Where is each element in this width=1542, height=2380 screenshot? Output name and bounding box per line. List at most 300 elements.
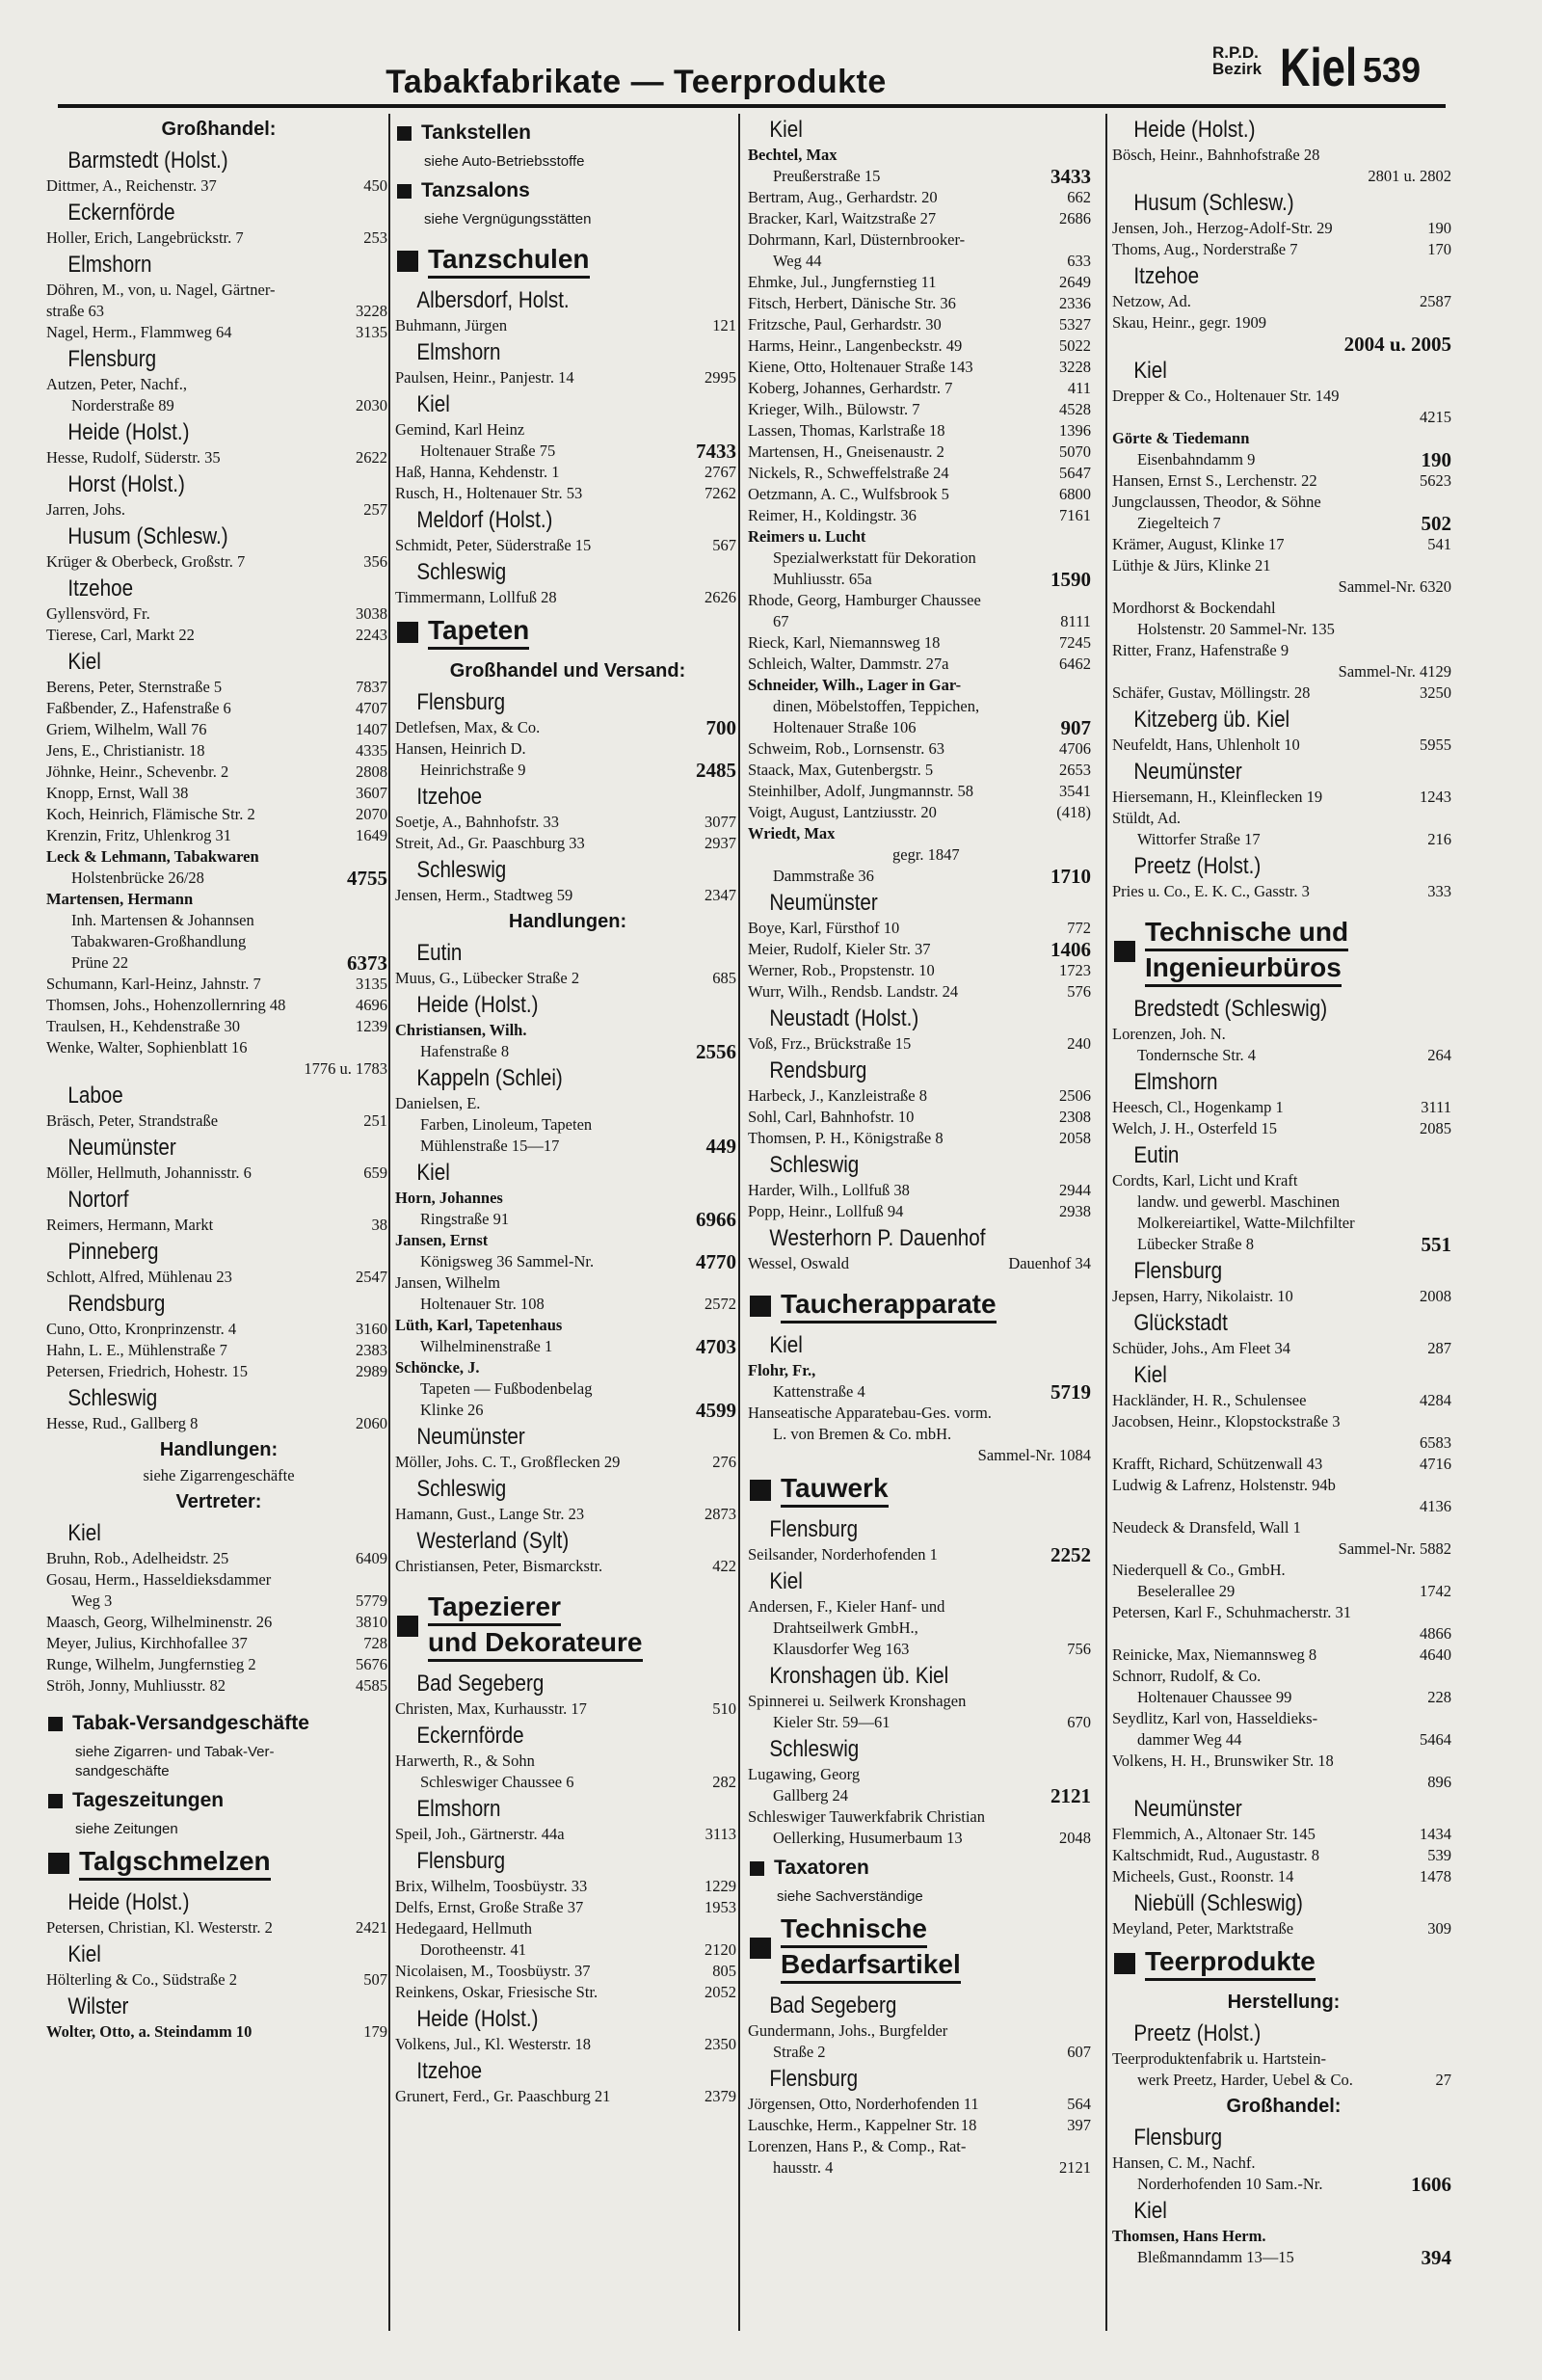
entry: werk Preetz, Harder, Uebel & Co. 27 — [1137, 2071, 1451, 2089]
entry: Holler, Erich, Langebrückstr. 7 253 — [46, 228, 387, 247]
entry: Ströh, Jonny, Muhliusstr. 82 4585 — [46, 1676, 387, 1695]
section-heading: Taxatoren — [748, 1849, 1095, 1887]
section-heading: Taucherapparate — [748, 1282, 1095, 1329]
entry: 4866 — [1420, 1624, 1451, 1643]
entry: Horn, Johannes — [395, 1189, 503, 1207]
place-heading: Flensburg — [769, 1516, 859, 1542]
entry: Flohr, Fr., — [748, 1361, 816, 1379]
entry: Schneider, Wilh., Lager in Gar- — [748, 676, 962, 694]
entry: Spinnerei u. Seilwerk Kronshagen — [748, 1692, 967, 1710]
place-heading: Heide (Holst.) — [67, 419, 190, 445]
entry: Lassen, Thomas, Karlstraße 18 1396 — [748, 421, 1091, 440]
entry: Klausdorfer Weg 163 756 — [773, 1640, 1091, 1658]
entry: Christiansen, Wilh. — [395, 1021, 527, 1039]
place-heading: Elmshorn — [416, 1796, 501, 1822]
place-heading: Elmshorn — [416, 339, 501, 365]
place-heading: Neumünster — [1133, 759, 1242, 785]
bullet-square-icon — [1114, 941, 1135, 962]
entry: Heinrichstraße 9 2485 — [420, 760, 736, 781]
entry: Seydlitz, Karl von, Hasseldieks- — [1112, 1709, 1318, 1727]
entry: Döhren, M., von, u. Nagel, Gärtner- — [46, 281, 276, 299]
entry: Brix, Wilhelm, Toosbüystr. 33 1229 — [395, 1877, 736, 1895]
bullet-square-icon — [750, 1938, 771, 1959]
entry: Muhliusstr. 65a 1590 — [773, 569, 1091, 590]
entry: Königsweg 36 Sammel-Nr. 4770 — [420, 1251, 736, 1272]
entry: Petersen, Christian, Kl. Westerstr. 2 2421 — [46, 1918, 387, 1937]
entry: Krieger, Wilh., Bülowstr. 7 4528 — [748, 400, 1091, 418]
entry: Berens, Peter, Sternstraße 5 7837 — [46, 678, 387, 696]
entry: Tabakwaren-Großhandlung — [71, 932, 247, 950]
entry: Inh. Martensen & Johannsen — [71, 911, 254, 929]
entry: Fitsch, Herbert, Dänische Str. 36 2336 — [748, 294, 1091, 312]
entry: Paulsen, Heinr., Panjestr. 14 2995 — [395, 368, 736, 387]
place-heading: Nortorf — [67, 1187, 129, 1213]
bullet-square-icon — [397, 184, 412, 199]
entry: Molkereiartikel, Watte-Milchfilter — [1137, 1214, 1355, 1232]
entry: Drepper & Co., Holtenauer Str. 149 — [1112, 387, 1340, 405]
place-heading: Kiel — [1133, 358, 1167, 384]
cross-reference: siehe Auto-Betriebsstoffe — [424, 153, 585, 170]
place-heading: Wilster — [67, 1993, 129, 2019]
entry: Lübecker Straße 8 551 — [1137, 1234, 1451, 1255]
entry: Wolter, Otto, a. Steindamm 10 179 — [46, 2022, 387, 2041]
entry: Hedegaard, Hellmuth — [395, 1919, 533, 1938]
entry: Wilhelminenstraße 1 4703 — [420, 1336, 736, 1357]
entry: Steinhilber, Adolf, Jungmannstr. 58 3541 — [748, 782, 1091, 800]
subheading: Großhandel: — [1226, 2096, 1342, 2117]
bullet-square-icon — [750, 1861, 764, 1876]
entry: 2004 u. 2005 — [1343, 334, 1451, 355]
place-heading: Kappeln (Schlei) — [416, 1065, 563, 1091]
bullet-square-icon — [397, 126, 412, 141]
entry: L. von Bremen & Co. mbH. — [773, 1425, 952, 1443]
entry: dammer Weg 44 5464 — [1137, 1730, 1451, 1749]
place-heading: Schleswig — [416, 1476, 507, 1502]
entry: Boye, Karl, Fürsthof 10 772 — [748, 919, 1091, 937]
entry: Gemind, Karl Heinz — [395, 420, 525, 439]
entry: Holtenauer Straße 106 907 — [773, 717, 1091, 738]
entry: Reinkens, Oskar, Friesische Str. 2052 — [395, 1983, 736, 2001]
entry: Prüne 22 6373 — [71, 952, 387, 974]
place-heading: Flensburg — [416, 1848, 506, 1874]
entry: Cordts, Karl, Licht und Kraft — [1112, 1171, 1298, 1190]
place-heading: Kiel — [769, 1332, 803, 1358]
entry: Leck & Lehmann, Tabakwaren — [46, 847, 259, 866]
entry: Muus, G., Lübecker Straße 2 685 — [395, 969, 736, 987]
place-heading: Flensburg — [1133, 2125, 1223, 2151]
place-heading: Eckernförde — [67, 200, 175, 226]
section-heading: Technische Bedarfsartikel — [748, 1907, 1095, 1990]
place-heading: Kiel — [416, 1160, 450, 1186]
bullet-square-icon — [1114, 1953, 1135, 1974]
entry: Holtenauer Straße 75 7433 — [420, 441, 736, 462]
place-heading: Kronshagen üb. Kiel — [769, 1663, 949, 1689]
place-heading: Kiel — [67, 1520, 101, 1546]
entry: Danielsen, E. — [395, 1094, 481, 1112]
entry: Grunert, Ferd., Gr. Paaschburg 21 2379 — [395, 2087, 736, 2105]
entry: Flemmich, A., Altonaer Str. 145 1434 — [1112, 1825, 1451, 1843]
column-divider — [1105, 114, 1107, 2331]
entry: Detlefsen, Max, & Co. 700 — [395, 717, 736, 738]
entry: Autzen, Peter, Nachf., — [46, 375, 187, 393]
entry: Bruhn, Rob., Adelheidstr. 25 6409 — [46, 1549, 387, 1567]
entry: Reimers, Hermann, Markt 38 — [46, 1216, 387, 1234]
entry: Hiersemann, H., Kleinflecken 19 1243 — [1112, 788, 1451, 806]
section-heading: Tauwerk — [748, 1466, 1095, 1513]
entry: Schweim, Rob., Lornsenstr. 63 4706 — [748, 739, 1091, 758]
place-heading: Kitzeberg üb. Kiel — [1133, 707, 1290, 733]
entry: Hackländer, H. R., Schulensee 4284 — [1112, 1391, 1451, 1409]
entry: 896 — [1427, 1773, 1451, 1791]
place-heading: Kiel — [769, 1568, 803, 1594]
place-heading: Westerland (Sylt) — [416, 1528, 570, 1554]
entry: Dohrmann, Karl, Düsternbrooker- — [748, 230, 966, 249]
entry: Sammel-Nr. 4129 — [1338, 662, 1451, 681]
rpd-label: R.P.D. — [1212, 43, 1259, 62]
entry: Jungclaussen, Theodor, & Söhne — [1112, 493, 1321, 511]
subheading: Handlungen: — [508, 911, 627, 932]
entry: Delfs, Ernst, Große Straße 37 1953 — [395, 1898, 736, 1916]
entry: Volkens, H. H., Brunswiker Str. 18 — [1112, 1752, 1334, 1770]
entry: Meier, Rudolf, Kieler Str. 37 1406 — [748, 939, 1091, 960]
subheading: Handlungen: — [159, 1439, 279, 1460]
place-heading: Kiel — [769, 117, 803, 143]
entry: Schleich, Walter, Dammstr. 27a 6462 — [748, 655, 1091, 673]
entry: Jörgensen, Otto, Norderhofenden 11 564 — [748, 2095, 1091, 2113]
entry: Christiansen, Peter, Bismarckstr. 422 — [395, 1557, 736, 1575]
section-heading: Tabak-Versandgeschäfte — [46, 1704, 391, 1743]
entry: Lüthje & Jürs, Klinke 21 — [1112, 556, 1271, 575]
bullet-square-icon — [750, 1296, 771, 1317]
place-heading: Neumünster — [769, 890, 878, 916]
place-heading: Preetz (Holst.) — [1133, 853, 1262, 879]
entry: Neufeldt, Hans, Uhlenholt 10 5955 — [1112, 735, 1451, 754]
entry: Voigt, August, Lantziusstr. 20 (418) — [748, 803, 1091, 821]
entry: Wenke, Walter, Sophienblatt 16 — [46, 1038, 248, 1056]
entry: 1776 u. 1783 — [304, 1059, 387, 1078]
place-heading: Heide (Holst.) — [416, 2006, 539, 2032]
entry: Stüldt, Ad. — [1112, 809, 1182, 827]
entry: Cuno, Otto, Kronprinzenstr. 4 3160 — [46, 1320, 387, 1338]
entry: 2801 u. 2802 — [1368, 167, 1451, 185]
entry: Gyllensvörd, Fr. 3038 — [46, 604, 387, 623]
bullet-square-icon — [750, 1480, 771, 1501]
place-heading: Flensburg — [1133, 1258, 1223, 1284]
section-heading: Technische und Ingenieurbüros — [1112, 910, 1455, 993]
entry: Hafenstraße 8 2556 — [420, 1041, 736, 1062]
place-heading: Bad Segeberg — [769, 1992, 897, 2019]
place-heading: Glückstadt — [1133, 1310, 1228, 1336]
entry: Speil, Joh., Gärtnerstr. 44a 3113 — [395, 1825, 736, 1843]
entry: Hesse, Rudolf, Süderstr. 35 2622 — [46, 448, 387, 467]
entry: Tapeten — Fußbodenbelag — [420, 1379, 593, 1398]
entry: Jarren, Johs. 257 — [46, 500, 387, 519]
entry: Mühlenstraße 15—17 449 — [420, 1136, 736, 1157]
place-heading: Albersdorf, Holst. — [416, 287, 570, 313]
entry: Kiene, Otto, Holtenauer Straße 143 3228 — [748, 358, 1091, 376]
entry: Holstenstr. 20 Sammel-Nr. 135 — [1137, 620, 1335, 638]
entry: Hansen, Ernst S., Lerchenstr. 22 5623 — [1112, 471, 1451, 490]
entry: Hanseatische Apparatebau-Ges. vorm. — [748, 1404, 992, 1422]
entry: Holtenauer Str. 108 2572 — [420, 1295, 736, 1313]
place-heading: Eutin — [1133, 1142, 1180, 1168]
entry: Spezialwerkstatt für Dekoration — [773, 548, 976, 567]
section-heading: Tankstellen — [395, 114, 740, 152]
entry: Gosau, Herm., Hasseldieksdammer — [46, 1570, 272, 1589]
entry: Ludwig & Lafrenz, Holstenstr. 94b — [1112, 1476, 1336, 1494]
entry: Krafft, Richard, Schützenwall 43 4716 — [1112, 1455, 1451, 1473]
place-heading: Heide (Holst.) — [67, 1889, 190, 1915]
entry: Soetje, A., Bahnhofstr. 33 3077 — [395, 813, 736, 831]
entry: Petersen, Karl F., Schuhmacherstr. 31 — [1112, 1603, 1351, 1621]
place-heading: Heide (Holst.) — [1133, 117, 1256, 143]
place-heading: Schleswig — [769, 1152, 860, 1178]
place-heading: Preetz (Holst.) — [1133, 2020, 1262, 2046]
entry: Norderhofenden 10 Sam.-Nr. 1606 — [1137, 2174, 1451, 2195]
entry: Martensen, H., Gneisenaustr. 2 5070 — [748, 442, 1091, 461]
place-heading: Rendsburg — [67, 1291, 166, 1317]
place-heading: Schleswig — [769, 1736, 860, 1762]
entry: Schmidt, Peter, Süderstraße 15 567 — [395, 536, 736, 554]
entry: Schlott, Alfred, Mühlenau 23 2547 — [46, 1268, 387, 1286]
place-heading: Kiel — [67, 649, 101, 675]
entry: Hesse, Rud., Gallberg 8 2060 — [46, 1414, 387, 1432]
entry: Bösch, Heinr., Bahnhofstraße 28 — [1112, 146, 1320, 164]
entry: Jensen, Joh., Herzog-Adolf-Str. 29 190 — [1112, 219, 1451, 237]
place-heading: Neumünster — [1133, 1796, 1242, 1822]
entry: Wittorfer Straße 17 216 — [1137, 830, 1451, 848]
entry: Mordhorst & Bockendahl — [1112, 599, 1276, 617]
section-heading: Tageszeitungen — [46, 1781, 391, 1820]
entry: Voß, Frz., Brückstraße 15 240 — [748, 1034, 1091, 1053]
entry: Micheels, Gust., Roonstr. 14 1478 — [1112, 1867, 1451, 1885]
entry: Bräsch, Peter, Strandstraße 251 — [46, 1111, 387, 1130]
column-2 — [395, 114, 740, 2107]
entry: Krämer, August, Klinke 17 541 — [1112, 535, 1451, 553]
entry: Jansen, Wilhelm — [395, 1273, 501, 1292]
entry: Traulsen, H., Kehdenstraße 30 1239 — [46, 1017, 387, 1035]
entry: Wessel, Oswald Dauenhof 34 — [748, 1254, 1091, 1272]
entry: Buhmann, Jürgen 121 — [395, 316, 736, 334]
entry: Hansen, Heinrich D. — [395, 739, 526, 758]
entry: gegr. 1847 — [892, 845, 960, 864]
entry: Harbeck, J., Kanzleistraße 8 2506 — [748, 1086, 1091, 1105]
place-heading: Niebüll (Schleswig) — [1133, 1890, 1303, 1916]
entry: Martensen, Hermann — [46, 890, 194, 908]
entry: Pries u. Co., E. K. C., Gasstr. 3 333 — [1112, 882, 1451, 900]
bullet-square-icon — [397, 622, 418, 643]
cross-reference: siehe Vergnügungsstätten — [424, 211, 592, 227]
place-heading: Elmshorn — [1133, 1069, 1218, 1095]
entry: Hamann, Gust., Lange Str. 23 2873 — [395, 1505, 736, 1523]
section-heading: Tanzsalons — [395, 172, 740, 210]
place-heading: Flensburg — [416, 689, 506, 715]
place-heading: Bad Segeberg — [416, 1671, 545, 1697]
entry: Neudeck & Dransfeld, Wall 1 — [1112, 1518, 1301, 1537]
place-heading: Itzehoe — [416, 784, 483, 810]
district-city: Kiel — [1280, 37, 1358, 97]
entry: Krenzin, Fritz, Uhlenkrog 31 1649 — [46, 826, 387, 844]
place-heading: Meldorf (Holst.) — [416, 507, 553, 533]
entry: Preußerstraße 15 3433 — [773, 166, 1091, 187]
subheading: Herstellung: — [1227, 1992, 1341, 2013]
entry: Thomsen, Johs., Hohenzollernring 48 4696 — [46, 996, 387, 1014]
entry: Thoms, Aug., Norderstraße 7 170 — [1112, 240, 1451, 258]
entry: Schäfer, Gustav, Möllingstr. 28 3250 — [1112, 683, 1451, 702]
entry: Haß, Hanna, Kehdenstr. 1 2767 — [395, 463, 736, 481]
entry: Schüder, Johs., Am Fleet 34 287 — [1112, 1339, 1451, 1357]
entry: Farben, Linoleum, Tapeten — [420, 1115, 593, 1134]
place-heading: Kiel — [67, 1941, 101, 1967]
place-heading: Flensburg — [769, 2066, 859, 2092]
entry: Nicolaisen, M., Toosbüystr. 37 805 — [395, 1962, 736, 1980]
entry: Netzow, Ad. 2587 — [1112, 292, 1451, 310]
entry: landw. und gewerbl. Maschinen — [1137, 1192, 1341, 1211]
place-heading: Bredstedt (Schleswig) — [1133, 996, 1328, 1022]
entry: Bracker, Karl, Waitzstraße 27 2686 — [748, 209, 1091, 227]
place-heading: Elmshorn — [67, 252, 152, 278]
place-heading: Schleswig — [416, 559, 507, 585]
entry: Skau, Heinr., gegr. 1909 — [1112, 313, 1266, 332]
entry: Krüger & Oberbeck, Großstr. 7 356 — [46, 552, 387, 571]
entry: Jensen, Herm., Stadtweg 59 2347 — [395, 886, 736, 904]
place-heading: Kiel — [416, 391, 450, 417]
entry: Petersen, Friedrich, Hohestr. 15 2989 — [46, 1362, 387, 1380]
place-heading: Husum (Schlesw.) — [67, 523, 228, 549]
entry: Möller, Johs. C. T., Großflecken 29 276 — [395, 1453, 736, 1471]
place-heading: Itzehoe — [1133, 263, 1200, 289]
entry: Klinke 26 4599 — [420, 1400, 736, 1421]
entry: Meyland, Peter, Marktstraße 309 — [1112, 1919, 1451, 1938]
subheading: Vertreter: — [175, 1491, 262, 1512]
entry: Holtenauer Chaussee 99 228 — [1137, 1688, 1451, 1706]
section-heading: Tapezierer und Dekorateure — [395, 1585, 740, 1668]
entry: Jacobsen, Heinr., Klopstockstraße 3 — [1112, 1412, 1341, 1431]
place-heading: Neustadt (Holst.) — [769, 1005, 919, 1031]
entry: Lauschke, Herm., Kappelner Str. 18 397 — [748, 2116, 1091, 2134]
column-3 — [748, 114, 1095, 2179]
entry: Lugawing, Georg — [748, 1765, 861, 1783]
entry: Runge, Wilhelm, Jungfernstieg 2 5676 — [46, 1655, 387, 1673]
page-header — [58, 39, 1446, 106]
entry: Griem, Wilhelm, Wall 76 1407 — [46, 720, 387, 738]
entry: Jöhnke, Heinr., Schevenbr. 2 2808 — [46, 762, 387, 781]
entry: Oetzmann, A. C., Wulfsbrook 5 6800 — [748, 485, 1091, 503]
entry: Weg 3 5779 — [71, 1591, 387, 1610]
place-heading: Itzehoe — [416, 2058, 483, 2084]
entry: Kattenstraße 4 5719 — [773, 1381, 1091, 1403]
entry: 6583 — [1420, 1433, 1451, 1452]
entry: Lorenzen, Hans P., & Comp., Rat- — [748, 2137, 967, 2155]
entry: Jepsen, Harry, Nikolaistr. 10 2008 — [1112, 1287, 1451, 1305]
entry: Andersen, F., Kieler Hanf- und — [748, 1597, 945, 1616]
entry: Sammel-Nr. 1084 — [977, 1446, 1091, 1464]
entry: Niederquell & Co., GmbH. — [1112, 1561, 1286, 1579]
section-heading: Tapeten — [395, 608, 740, 655]
entry: Harder, Wilh., Lollfuß 38 2944 — [748, 1181, 1091, 1199]
entry: Schleswiger Tauwerkfabrik Christian — [748, 1807, 985, 1826]
entry: Sammel-Nr. 5882 — [1338, 1539, 1451, 1558]
entry: Ritter, Franz, Hafenstraße 9 — [1112, 641, 1289, 659]
place-heading: Husum (Schlesw.) — [1133, 190, 1294, 216]
entry: Dittmer, A., Reichenstr. 37 450 — [46, 176, 387, 195]
entry: Schöncke, J. — [395, 1358, 480, 1377]
bullet-square-icon — [48, 1717, 63, 1731]
entry: Faßbender, Z., Hafenstraße 6 4707 — [46, 699, 387, 717]
entry: Gallberg 24 2121 — [773, 1785, 1091, 1806]
page-number: 539 — [1363, 50, 1422, 90]
bullet-square-icon — [397, 251, 418, 272]
entry: Meyer, Julius, Kirchhofallee 37 728 — [46, 1634, 387, 1652]
place-heading: Itzehoe — [67, 575, 134, 602]
entry: Kieler Str. 59—61 670 — [773, 1713, 1091, 1731]
entry: Nagel, Herm., Flammweg 64 3135 — [46, 323, 387, 341]
place-heading: Heide (Holst.) — [416, 992, 539, 1018]
entry: Holstenbrücke 26/28 4755 — [71, 868, 387, 889]
place-heading: Horst (Holst.) — [67, 471, 185, 497]
entry: Reinicke, Max, Niemannsweg 8 4640 — [1112, 1645, 1451, 1664]
place-heading: Kiel — [1133, 2198, 1167, 2224]
entry: Görte & Tiedemann — [1112, 429, 1250, 447]
place-heading: Rendsburg — [769, 1057, 867, 1083]
place-heading: Neumünster — [416, 1424, 525, 1450]
entry: Tondernsche Str. 4 264 — [1137, 1046, 1451, 1064]
entry: Sohl, Carl, Bahnhofstr. 10 2308 — [748, 1108, 1091, 1126]
entry: Sammel-Nr. 6320 — [1338, 577, 1451, 596]
column-1 — [46, 114, 391, 2043]
entry: Ehmke, Jul., Jungfernstieg 11 2649 — [748, 273, 1091, 291]
entry: Bechtel, Max — [748, 146, 837, 164]
header-rule — [58, 104, 1446, 108]
entry: Bertram, Aug., Gerhardstr. 20 662 — [748, 188, 1091, 206]
bezirk-label: Bezirk — [1212, 60, 1263, 78]
entry: Norderstraße 89 2030 — [71, 396, 387, 414]
entry: Christen, Max, Kurhausstr. 17 510 — [395, 1699, 736, 1718]
entry: Thomsen, P. H., Königstraße 8 2058 — [748, 1129, 1091, 1147]
entry: Fritzsche, Paul, Gerhardstr. 30 5327 — [748, 315, 1091, 334]
entry: Möller, Hellmuth, Johannisstr. 6 659 — [46, 1163, 387, 1182]
section-heading: Talgschmelzen — [46, 1839, 391, 1886]
entry: Maasch, Georg, Wilhelminenstr. 26 3810 — [46, 1613, 387, 1631]
place-heading: Pinneberg — [67, 1239, 159, 1265]
entry: Wurr, Wilh., Rendsb. Landstr. 24 576 — [748, 982, 1091, 1001]
entry: Ringstraße 91 6966 — [420, 1209, 736, 1230]
entry: Jansen, Ernst — [395, 1231, 489, 1249]
cross-reference: siehe Sachverständige — [777, 1888, 923, 1905]
entry: hausstr. 4 2121 — [773, 2158, 1091, 2177]
cross-reference: siehe Zigarren- und Tabak-Ver- — [75, 1744, 275, 1760]
entry: Koch, Heinrich, Flämische Str. 2 2070 — [46, 805, 387, 823]
bullet-square-icon — [48, 1853, 69, 1874]
place-heading: Eckernförde — [416, 1723, 524, 1749]
entry: Harwerth, R., & Sohn — [395, 1752, 535, 1770]
entry: dinen, Möbelstoffen, Teppichen, — [773, 697, 980, 715]
entry: Seilsander, Norderhofenden 1 2252 — [748, 1544, 1091, 1565]
entry: Straße 2 607 — [773, 2043, 1091, 2061]
entry: Staack, Max, Gutenbergstr. 5 2653 — [748, 761, 1091, 779]
section-heading: Tanzschulen — [395, 237, 740, 284]
entry: 4136 — [1420, 1497, 1451, 1515]
place-heading: Kiel — [1133, 1362, 1167, 1388]
entry: 67 8111 — [773, 612, 1091, 630]
entry: Beselerallee 29 1742 — [1137, 1582, 1451, 1600]
entry: Knopp, Ernst, Wall 38 3607 — [46, 784, 387, 802]
entry: Kaltschmidt, Rud., Augustastr. 8 539 — [1112, 1846, 1451, 1864]
district-label — [1212, 44, 1262, 77]
entry: Dorotheenstr. 41 2120 — [420, 1940, 736, 1959]
entry: Gundermann, Johs., Burgfelder — [748, 2021, 948, 2040]
entry: Harms, Heinr., Langenbeckstr. 49 5022 — [748, 336, 1091, 355]
